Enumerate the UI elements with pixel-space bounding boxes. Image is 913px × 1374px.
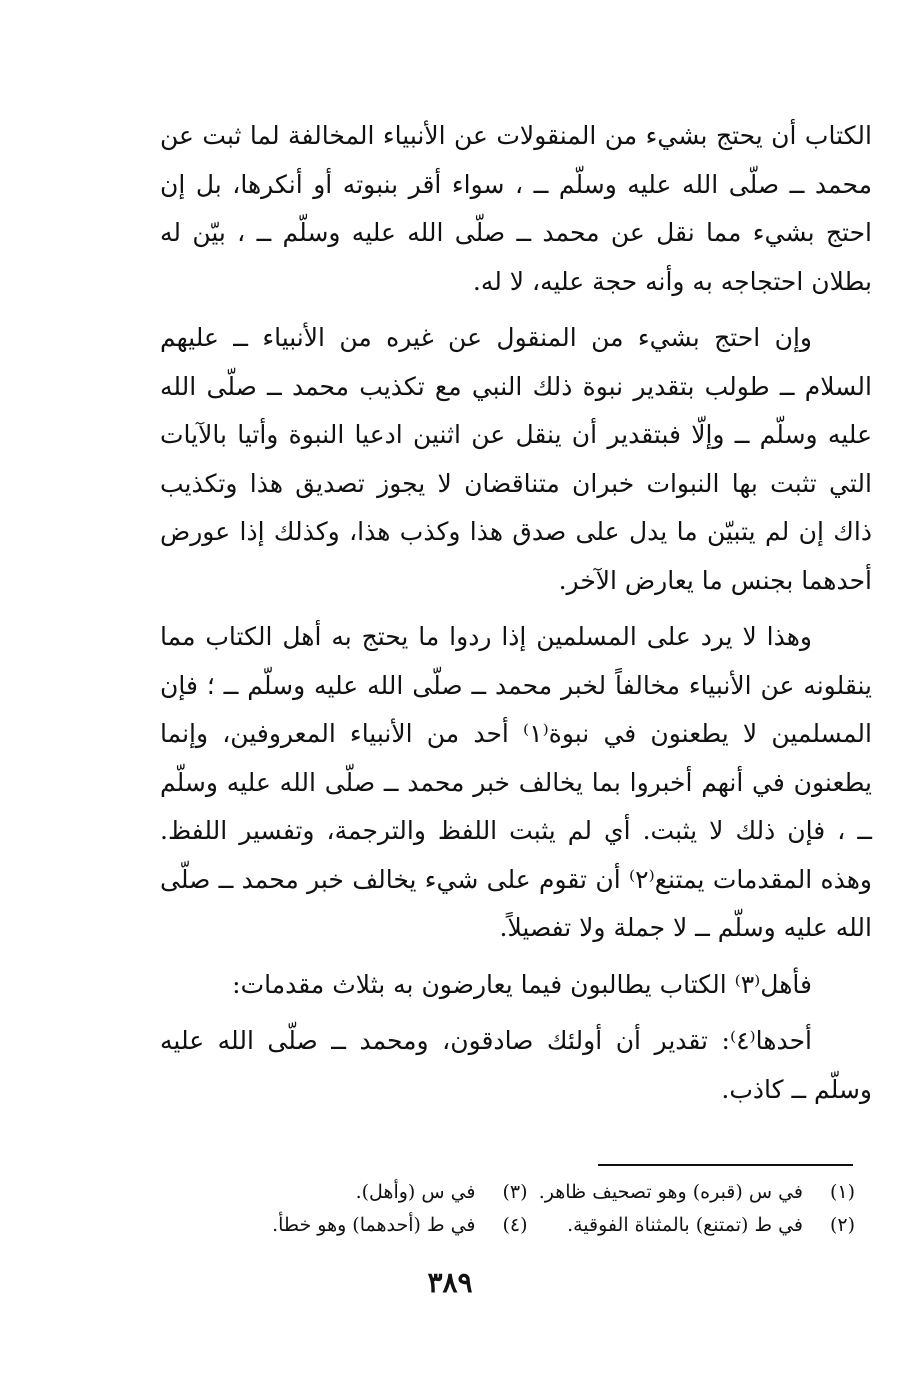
main-text (160, 112, 872, 1122)
footnote-row (200, 1209, 855, 1242)
footnote-number: (١) (829, 1181, 855, 1203)
footnote-text: في ط (تمتنع) بالمثناة الفوقية. (567, 1214, 803, 1236)
footnote-number: (٤) (502, 1214, 528, 1236)
paragraph-3: وهذا لا يرد على المسلمين إذا ردوا ما يحتج به أهل الكتاب مما ينقلونه عن الأنبياء مخالفاً لخبر محمد ــ صلّى الله عليه وسلّم ــ ؛ فإن المسلمين لا يطعنون في نبوة⁽١⁾ أحد من الأنبياء المعروفين، وإنما يطعنون في أنهم أخبروا بما يخالف خبر محمد ــ صلّى الله عليه وسلّم ــ ، فإن ذلك لا يثبت. أي لم يثبت اللفظ والترجمة، وتفسير اللفظ. وهذه المقدمات يمتنع⁽٢⁾ أن تقوم على شيء يخالف خبر محمد ــ صلّى الله عليه وسلّم ــ لا جملة ولا تفصيلاً. (160, 622, 872, 942)
footnotes (200, 1176, 855, 1242)
footnote-1 (528, 1176, 856, 1209)
footnote-4 (200, 1209, 528, 1242)
paragraph-4: فأهل⁽٣⁾ الكتاب يطالبون فيما يعارضون به بثلاث مقدمات: (232, 969, 812, 999)
footnote-number: (٣) (502, 1181, 528, 1203)
footnote-text: في س (وأهل). (355, 1181, 476, 1203)
footnote-number: (٢) (829, 1214, 855, 1236)
footnote-3 (200, 1176, 528, 1209)
paragraph-2: وإن احتج بشيء من المنقول عن غيره من الأنبياء ــ عليهم السلام ــ طولب بتقدير نبوة ذلك النبي مع تكذيب محمد ــ صلّى الله عليه وسلّم ــ وإلّا فبتقدير أن ينقل عن اثنين ادعيا النبوة وأتيا بالآيات التي تثبت بها النبوات خبران متناقضان لا يجوز تصديق هذا وتكذيب ذاك إن لم يتبيّن ما يدل على صدق هذا وكذب هذا، وكذلك إذا عورض أحدهما بجنس ما يعارض الآخر. (160, 323, 872, 595)
paragraph-1: الكتاب أن يحتج بشيء من المنقولات عن الأنبياء المخالفة لما ثبت عن محمد ــ صلّى الله عليه وسلّم ــ ، سواء أقر بنبوته أو أنكرها، بل إن احتج بشيء مما نقل عن محمد ــ صلّى الله عليه وسلّم ــ ، بيّن له بطلان احتجاجه به وأنه حجة عليه، لا له. (160, 121, 872, 296)
footnote-row (200, 1176, 855, 1209)
footnote-2 (528, 1209, 856, 1242)
paragraph-5: أحدها⁽٤⁾: تقدير أن أولئك صادقون، ومحمد ــ صلّى الله عليه وسلّم ــ كاذب. (160, 1026, 872, 1104)
footnote-text: في ط (أحدهما) وهو خطأ. (272, 1214, 476, 1236)
footnote-text: في س (قبره) وهو تصحيف ظاهر. (538, 1181, 803, 1203)
footnote-divider (598, 1164, 853, 1166)
page-number: ٣٨٩ (427, 1266, 473, 1299)
